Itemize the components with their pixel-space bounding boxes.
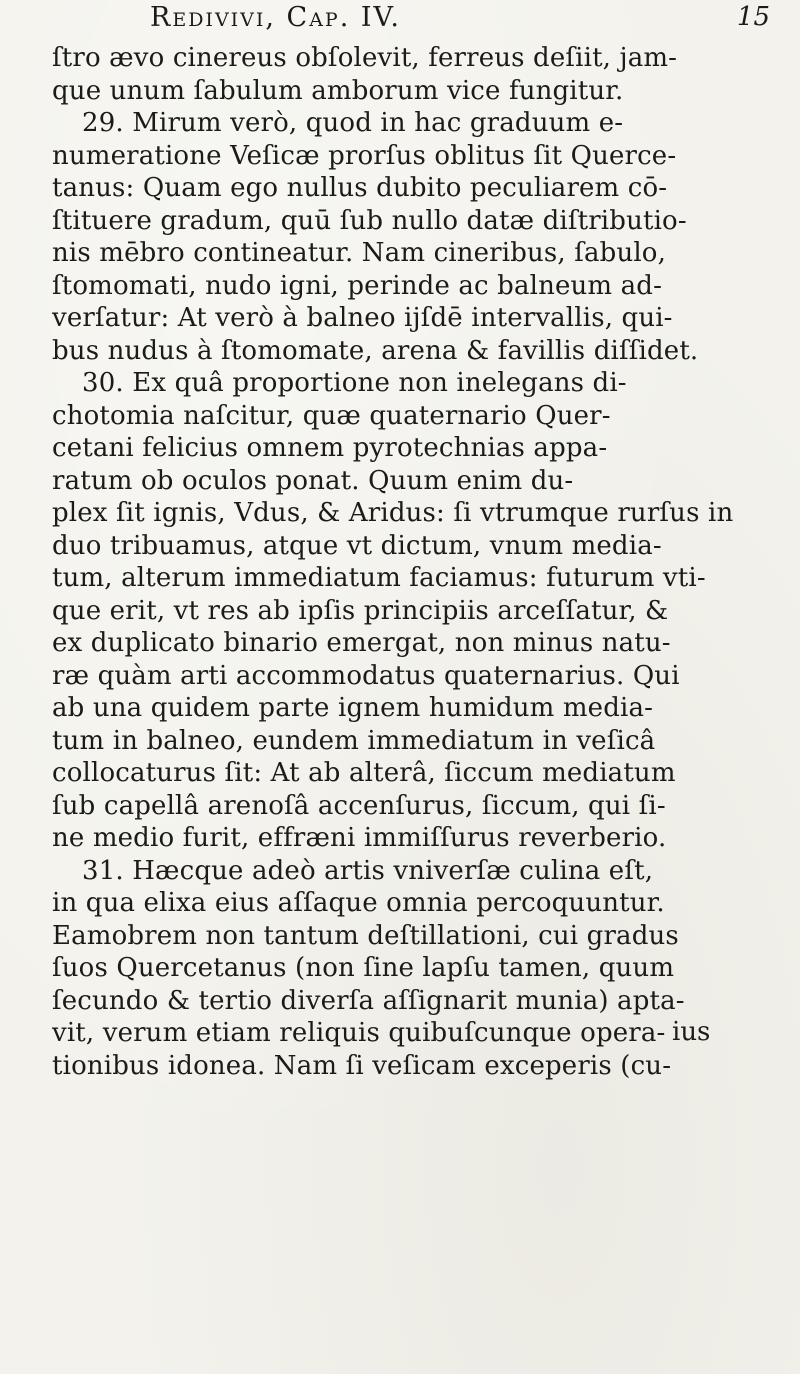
catchword: ius [672, 1017, 711, 1047]
text-line: ſecundo & tertio diverſa aſſignarit munia) apta- [52, 985, 685, 1016]
text-line: que erit, vt res ab ipſis principiis arceſſatur, & [52, 595, 669, 626]
text-line: duo tribuamus, atque vt dictum, vnum media- [52, 530, 662, 561]
page-number: 15 [736, 2, 770, 32]
text-line: tanus: Quam ego nullus dubito peculiarem cō- [52, 173, 668, 203]
text-line: ſtituere gradum, quū ſub nullo datæ diſtributio- [52, 205, 687, 236]
text-line: Eamobrem non tantum deſtillationi, cui gradus [52, 920, 679, 951]
text-line: tum in balneo, eundem immediatum in veſicâ [52, 725, 656, 756]
text-line: in qua elixa eius aſſaque omnia percoquuntur. [52, 888, 665, 918]
text-line: 29. Mirum verò, quod in hac graduum e- [82, 108, 624, 138]
text-line: que unum ſabulum amborum vice fungitur. [52, 75, 624, 106]
text-line: tionibus idonea. Nam ſi veſicam exceperis (cu- [52, 1050, 672, 1081]
text-line: ſub capellâ arenoſâ accenſurus, ſiccum, qui ſi- [52, 790, 666, 821]
page-header [150, 2, 770, 38]
text-line: chotomia naſcitur, quæ quaternario Quer- [52, 400, 611, 431]
text-line: nis mēbro contineatur. Nam cineribus, ſabulo, [52, 238, 667, 268]
text-line: 30. Ex quâ proportione non inelegans di- [82, 368, 627, 398]
running-head: Redivivi, Cap. IV. [150, 2, 401, 33]
text-line: collocaturus ſit: At ab alterâ, ſiccum mediatum [52, 758, 676, 788]
text-line: ſtro ævo cinereus obſolevit, ferreus deſiit, jam- [52, 43, 678, 73]
text-line: ratum ob oculos ponat. Quum enim du- [52, 465, 574, 496]
text-line: ex duplicato binario emergat, non minus natu- [52, 628, 671, 658]
text-line: ne medio furit, effræni immiſſurus reverberio. [52, 823, 667, 853]
text-line: ſtomomati, nudo igni, perinde ac balneum ad- [52, 270, 663, 301]
text-line: ab una quidem parte ignem humidum media- [52, 693, 654, 723]
text-line: vit, verum etiam reliquis quibuſcunque opera- [52, 1018, 666, 1048]
text-line: cetani felicius omnem pyrotechnias appa- [52, 433, 608, 463]
text-line: ſuos Quercetanus (non ſine lapſu tamen, quum [52, 953, 675, 983]
body-text [52, 42, 752, 1082]
text-line: ræ quàm arti accommodatus quaternarius. Qui [52, 660, 680, 691]
text-line: numeratione Veſicæ prorſus oblitus ſit Querce- [52, 140, 677, 171]
text-line: tum, alterum immediatum faciamus: futurum vti- [52, 563, 706, 593]
text-line: 31. Hæcque adeò artis vniverſæ culina eſt, [82, 855, 654, 886]
text-line: bus nudus à ſtomomate, arena & favillis diſſidet. [52, 335, 699, 366]
text-line: plex ſit ignis, Vdus, & Aridus: ſi vtrumque rurſus in [52, 498, 734, 528]
text-line: verſatur: At verò à balneo ijſdē intervallis, qui- [52, 303, 673, 333]
